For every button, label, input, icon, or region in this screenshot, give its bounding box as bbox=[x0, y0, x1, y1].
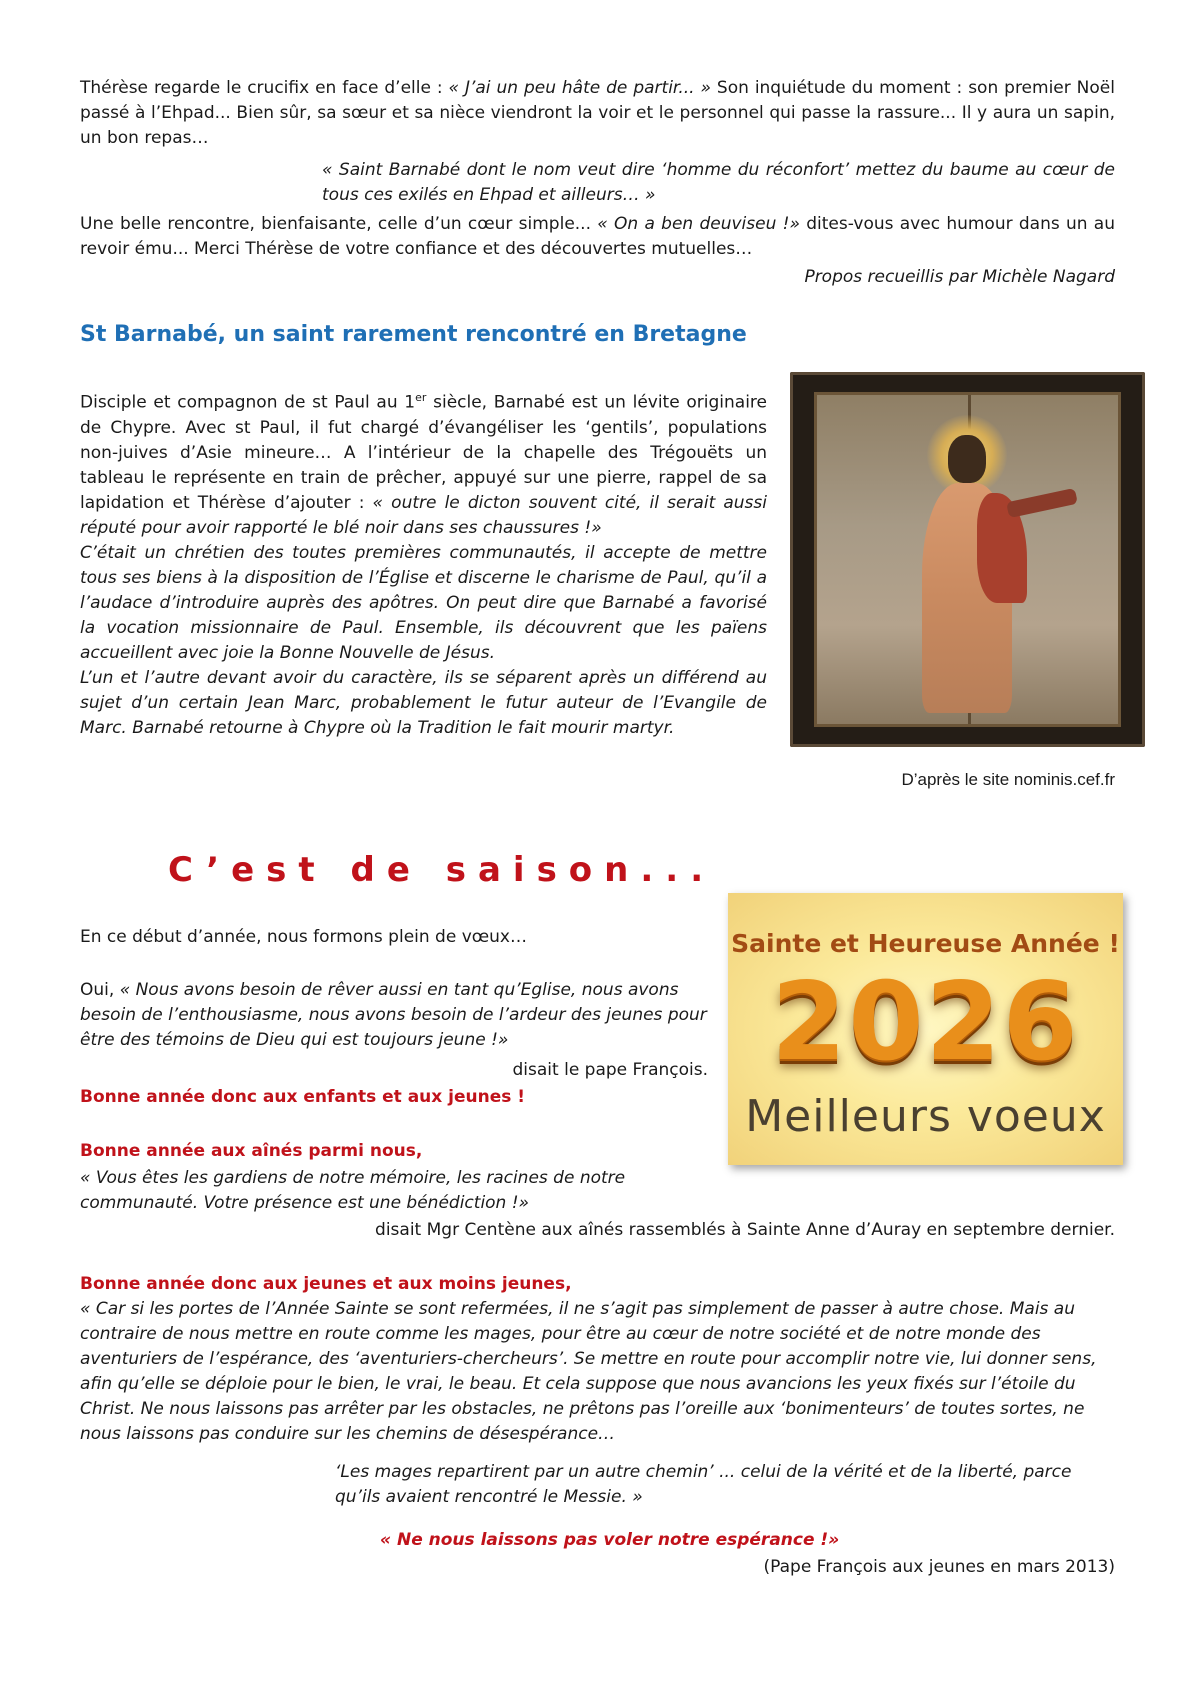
saison-quote-3-end: ‘Les mages repartirent par un autre chemin’ ... celui de la vérité et de la liberté, parce qu’ils avaient rencontré le Messie. » bbox=[335, 1462, 1072, 1507]
intro-paragraph: Thérèse regarde le crucifix en face d’elle : « J’ai un peu hâte de partir... » Son inquiétude du moment : son premier Noël passé à l’Ehpad... Bien sûr, sa sœur et sa nièce viendront la voir et le personnel qui passe la rassure... Il y aura un sapin, un bon repas… bbox=[80, 78, 1115, 148]
image-caption: D’après le site nominis.cef.fr bbox=[901, 770, 1115, 789]
saint-barnabe-painting bbox=[790, 372, 1145, 747]
section-heading-barnabe: St Barnabé, un saint rarement rencontré en Bretagne bbox=[80, 322, 747, 347]
prayer-quote: « Saint Barnabé dont le nom veut dire ‘homme du réconfort’ mettez du baume au cœur de tous ces exilés en Ehpad et ailleurs… » bbox=[322, 160, 1115, 205]
final-source: (Pape François aux jeunes en mars 2013) bbox=[763, 1557, 1115, 1577]
saison-quote-3: « Car si les portes de l’Année Sainte se sont refermées, il ne s’agit pas simplement de passer à autre chose. Mais au contraire de nous mettre en route comme les mages, pour être au cœur de notre société et de notre monde des aventuriers de l’espérance, des ‘aventuriers-chercheurs’. Se mettre en route pour accomplir notre vie, lui donner sens, afin qu’elle se déploie pour le bien, le vrai, le beau. Et cela suppose que nous avancions les yeux fixés sur l’étoile du Christ. Ne nous laissons pas arrêter par les obstacles, ne prêtons pas l’oreille aux ‘bonimenteurs’ de toutes sortes, ne nous laissons pas conduire sur les chemins de désespérance… bbox=[80, 1299, 1097, 1444]
new-year-greeting-card bbox=[728, 893, 1123, 1165]
intro-paragraph-2: Une belle rencontre, bienfaisante, celle d’un cœur simple... « On a ben deuviseu !» dites-vous avec humour dans un au revoir ému... Merci Thérèse de votre confiance et des découvertes mutuelles… bbox=[80, 214, 1116, 259]
section-heading-saison: C’est de saison... bbox=[168, 850, 716, 890]
barnabe-paragraph: Disciple et compagnon de st Paul au 1er siècle, Barnabé est un lévite originaire de Chypre. Avec st Paul, il fut chargé d’évangéliser les ‘gentils’, populations non-juives d’Asie mineure… A l’intérieur de la chapelle des Trégouëts un tableau le représente en train de prêcher, appuyé sur une pierre, rappel de sa lapidation et Thérèse d’ajouter : « outre le dicton souvent cité, il serait aussi réputé pour avoir rapporté le blé noir dans ses chaussures !» C’était un chrétien des toutes premières communautés, il accepte de mettre tous ses biens à la disposition de l’Église et discerne le charisme de Paul, qu’il a l’audace d’introduire auprès des apôtres. On peut dire que Barnabé a favorisé la vocation missionnaire de Paul. Ensemble, ils découvrent que les païens accueillent avec joie la Bonne Nouvelle de Jésus. L’un et l’autre devant avoir du caractère, ils se séparent après un différend au sujet d’un certain Jean Marc, probablement le futur auteur de l’Evangile de Marc. Barnabé retourne à Chypre où la Tradition le fait mourir martyr. bbox=[80, 391, 767, 738]
card-top-text: Sainte et Heureuse Année ! bbox=[731, 929, 1120, 958]
saison-quote-2: « Vous êtes les gardiens de notre mémoire, les racines de notre communauté. Votre présence est une bénédiction !» bbox=[80, 1168, 626, 1213]
wish-elders: Bonne année aux aînés parmi nous, bbox=[80, 1141, 423, 1161]
card-bottom-text: Meilleurs voeux bbox=[745, 1091, 1106, 1142]
signature: Propos recueillis par Michèle Nagard bbox=[804, 267, 1115, 287]
saison-intro: En ce début d’année, nous formons plein de vœux… bbox=[80, 927, 527, 947]
saison-quote-1: Oui, « Nous avons besoin de rêver aussi en tant qu’Eglise, nous avons besoin de l’enthousiasme, nous avons besoin de l’ardeur des jeunes pour être des témoins de Dieu qui est toujours jeune !» bbox=[80, 980, 707, 1050]
wish-children: Bonne année donc aux enfants et aux jeunes ! bbox=[80, 1087, 526, 1107]
card-year: 2026 bbox=[771, 960, 1080, 1085]
quote-source-bishop: disait Mgr Centène aux aînés rassemblés à Sainte Anne d’Auray en septembre dernier. bbox=[375, 1220, 1115, 1240]
quote-source-pope: disait le pape François. bbox=[512, 1060, 708, 1080]
wish-young: Bonne année donc aux jeunes et aux moins jeunes, bbox=[80, 1274, 572, 1294]
intro-quote: « J’ai un peu hâte de partir... » bbox=[448, 78, 711, 98]
final-quote: « Ne nous laissons pas voler notre espérance !» bbox=[380, 1530, 840, 1550]
